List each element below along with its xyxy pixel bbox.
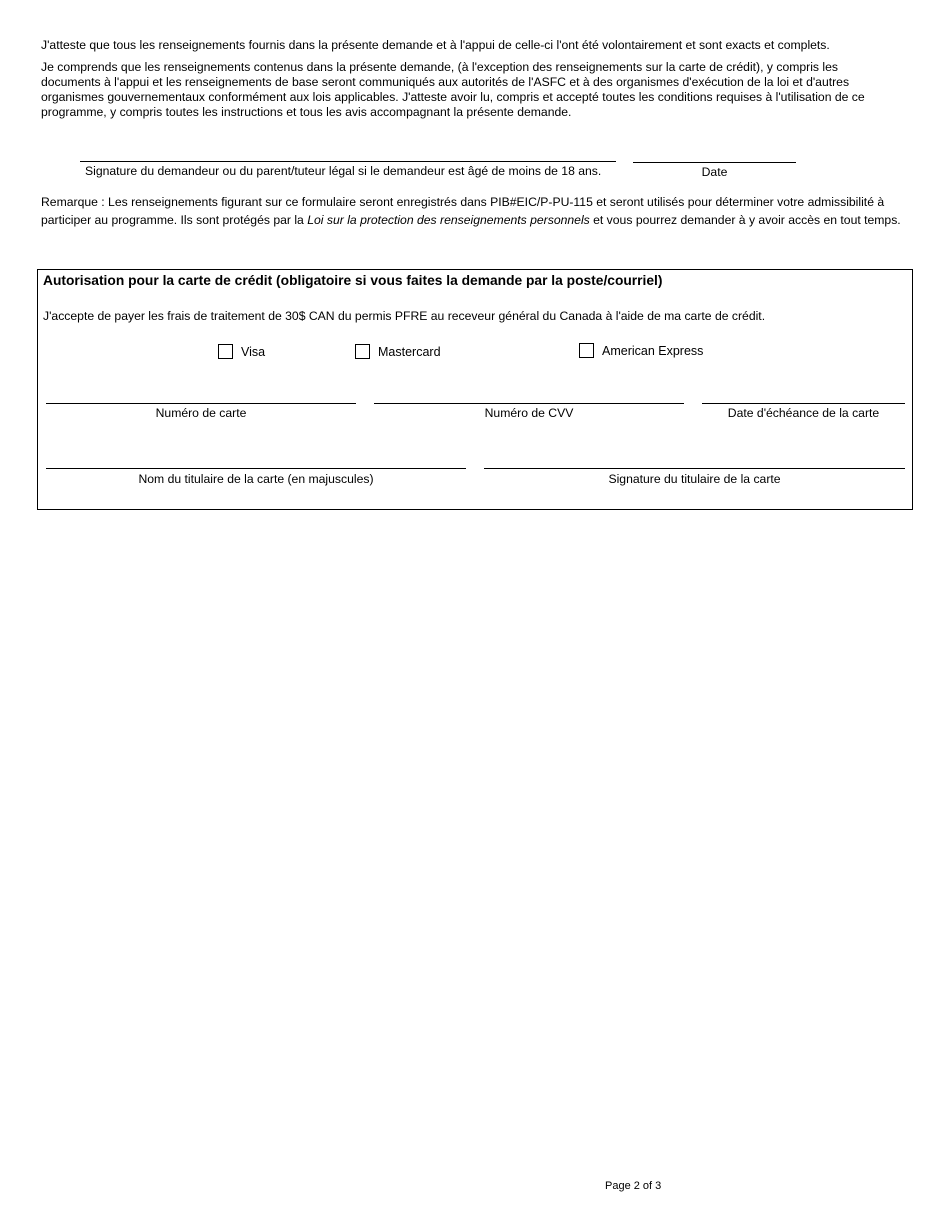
- page-number: Page 2 of 3: [605, 1180, 662, 1192]
- credit-card-authorization-section: [37, 269, 913, 510]
- privacy-note-text: Remarque : Les renseignements figurant sur ce formulaire seront enregistrés dans PIB#EIC/P-PU-115 et seront utilisés pour déterminer votre admissibilité à participer au programme. Ils sont protégés par la: [41, 195, 885, 227]
- cvv-caption: Numéro de CVV: [484, 406, 574, 420]
- disclosure-text: Je comprends que les renseignements contenus dans la présente demande, (à l'exception des renseignements sur la carte de crédit), y compris les documents à l'appui et les renseignements de base seront communiqués aux autorités de l'ASFC et à des organismes d'exécution de la loi et d'autres organismes gouvernementaux conformément aux lois applicables. J'atteste avoir lu, compris et accepté toutes les conditions requises à l'utilisation de ce programme, y compris toutes les instructions et tous les avis accompagnant la présente demande.: [41, 60, 865, 119]
- date-caption: Date: [701, 165, 728, 179]
- cvv-line[interactable]: [374, 403, 684, 404]
- applicant-signature-caption: Signature du demandeur ou du parent/tuteur légal si le demandeur est âgé de moins de 18 ans.: [85, 164, 602, 178]
- expiry-date-caption: Date d'échéance de la carte: [727, 406, 880, 420]
- american-express-label: American Express: [602, 344, 704, 358]
- credit-card-section-title: Autorisation pour la carte de crédit (obligatoire si vous faites la demande par la poste/courriel): [43, 273, 663, 288]
- mastercard-label: Mastercard: [378, 345, 441, 359]
- attestation-text: J'atteste que tous les renseignements fournis dans la présente demande et à l'appui de celle-ci l'ont été volontairement et sont exacts et complets.: [41, 38, 830, 52]
- privacy-note: [41, 193, 911, 229]
- visa-label: Visa: [241, 345, 266, 359]
- cardholder-signature-caption: Signature du titulaire de la carte: [608, 472, 781, 486]
- mastercard-checkbox[interactable]: [355, 344, 370, 359]
- date-line[interactable]: [633, 162, 796, 163]
- expiry-date-line[interactable]: [702, 403, 905, 404]
- payment-consent-text: J'accepte de payer les frais de traitement de 30$ CAN du permis PFRE au receveur général du Canada à l'aide de ma carte de crédit.: [43, 309, 766, 323]
- card-number-line[interactable]: [46, 403, 356, 404]
- cardholder-name-caption: Nom du titulaire de la carte (en majuscules): [138, 472, 374, 486]
- american-express-checkbox[interactable]: [579, 343, 594, 358]
- card-number-caption: Numéro de carte: [155, 406, 247, 420]
- visa-checkbox[interactable]: [218, 344, 233, 359]
- privacy-note-text-end: et vous pourrez demander à y avoir accès en tout temps.: [589, 213, 901, 227]
- cardholder-name-line[interactable]: [46, 468, 466, 469]
- privacy-act-name: Loi sur la protection des renseignements personnels: [307, 213, 590, 227]
- applicant-signature-line[interactable]: [80, 161, 616, 162]
- cardholder-signature-line[interactable]: [484, 468, 905, 469]
